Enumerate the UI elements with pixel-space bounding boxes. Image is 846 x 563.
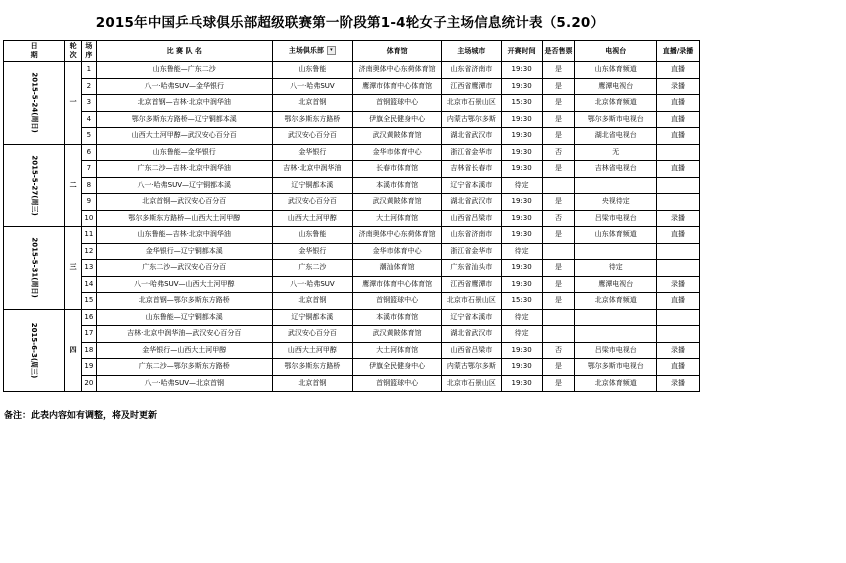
teams-cell[interactable]: 金华银行—山西大土河甲醇 (96, 342, 272, 359)
teams-cell[interactable]: 山西大土河甲醇—武汉安心百分百 (96, 128, 272, 145)
teams-cell[interactable]: 金华银行—辽宁铜都本溪 (96, 243, 272, 260)
teams-cell[interactable]: 八一·哈弗SUV—北京首钢 (96, 375, 272, 392)
date-value: 2015-6-3 (30, 322, 39, 358)
city-cell[interactable]: 吉林省长春市 (442, 161, 501, 178)
broadcast-cell[interactable]: 录播 (656, 342, 699, 359)
date-cell[interactable] (4, 62, 65, 145)
match-no-cell[interactable]: 5 (81, 128, 96, 145)
tv-cell[interactable]: 鄂尔多斯市电视台 (575, 111, 657, 128)
tv-cell[interactable] (575, 177, 657, 194)
broadcast-cell[interactable] (656, 194, 699, 211)
teams-cell[interactable]: 吉林·北京中润华油—武汉安心百分百 (96, 326, 272, 343)
match-no-cell[interactable]: 14 (81, 276, 96, 293)
table-row (4, 293, 700, 310)
ticket-cell[interactable]: 是 (542, 227, 575, 244)
home-club-cell[interactable]: 山东鲁能 (272, 227, 352, 244)
weekday-value: (周日) (30, 277, 39, 298)
home-club-cell[interactable]: 金华银行 (272, 243, 352, 260)
venue-cell[interactable]: 济南奥体中心东荷体育馆 (353, 62, 442, 79)
tv-cell[interactable]: 央视待定 (575, 194, 657, 211)
city-cell[interactable]: 湖北省武汉市 (442, 194, 501, 211)
ticket-cell[interactable]: 否 (542, 210, 575, 227)
header-home-club[interactable]: 主场俱乐部 ▾ (272, 41, 352, 62)
broadcast-cell[interactable] (656, 144, 699, 161)
match-no-cell[interactable]: 9 (81, 194, 96, 211)
table-row (4, 276, 700, 293)
table-row (4, 243, 700, 260)
city-cell[interactable]: 内蒙古鄂尔多斯 (442, 359, 501, 376)
venue-cell[interactable]: 鹰潭市体育中心体育馆 (353, 78, 442, 95)
city-cell[interactable]: 湖北省武汉市 (442, 326, 501, 343)
teams-cell[interactable]: 北京首钢—武汉安心百分百 (96, 194, 272, 211)
match-no-cell[interactable]: 1 (81, 62, 96, 79)
city-cell[interactable]: 浙江省金华市 (442, 144, 501, 161)
city-cell[interactable]: 北京市石景山区 (442, 375, 501, 392)
venue-cell[interactable]: 首钢篮球中心 (353, 375, 442, 392)
ticket-cell[interactable]: 是 (542, 194, 575, 211)
broadcast-cell[interactable] (656, 309, 699, 326)
schedule-table (3, 40, 700, 392)
teams-cell[interactable]: 八一·哈弗SUV—山西大土河甲醇 (96, 276, 272, 293)
tv-cell[interactable]: 北京体育频道 (575, 375, 657, 392)
teams-cell[interactable]: 八一·哈弗SUV—金华银行 (96, 78, 272, 95)
time-cell[interactable]: 19:30 (501, 144, 542, 161)
ticket-cell[interactable] (542, 177, 575, 194)
city-cell[interactable]: 浙江省金华市 (442, 243, 501, 260)
city-cell[interactable]: 江西省鹰潭市 (442, 276, 501, 293)
header-row (4, 41, 700, 62)
date-value: 2015-5-31 (30, 237, 39, 278)
date-cell[interactable] (4, 309, 65, 392)
tv-cell[interactable]: 吕梁市电视台 (575, 210, 657, 227)
time-cell[interactable]: 19:30 (501, 78, 542, 95)
header-broadcast: 直播/录播 (656, 41, 699, 62)
home-club-cell[interactable]: 鄂尔多斯东方路桥 (272, 111, 352, 128)
header-city: 主场城市 (442, 41, 501, 62)
teams-cell[interactable]: 北京首钢—吉林·北京中润华油 (96, 95, 272, 112)
ticket-cell[interactable]: 是 (542, 260, 575, 277)
venue-cell[interactable]: 金华市体育中心 (353, 144, 442, 161)
match-no-cell[interactable]: 2 (81, 78, 96, 95)
time-cell[interactable]: 19:30 (501, 276, 542, 293)
match-no-cell[interactable]: 20 (81, 375, 96, 392)
home-club-cell[interactable]: 北京首钢 (272, 375, 352, 392)
table-row (4, 95, 700, 112)
teams-cell[interactable]: 北京首钢—鄂尔多斯东方路桥 (96, 293, 272, 310)
tv-cell[interactable]: 待定 (575, 260, 657, 277)
time-cell[interactable]: 15:30 (501, 95, 542, 112)
time-cell[interactable]: 19:30 (501, 375, 542, 392)
time-cell[interactable]: 19:30 (501, 128, 542, 145)
table-row (4, 194, 700, 211)
broadcast-cell[interactable] (656, 243, 699, 260)
table-row (4, 359, 700, 376)
table-row (4, 210, 700, 227)
table-body (4, 62, 700, 392)
venue-cell[interactable]: 武汉黄陂体育馆 (353, 128, 442, 145)
time-cell[interactable]: 待定 (501, 243, 542, 260)
broadcast-cell[interactable]: 直播 (656, 111, 699, 128)
round-cell[interactable]: 二 (65, 144, 82, 227)
broadcast-cell[interactable]: 录播 (656, 276, 699, 293)
city-cell[interactable]: 湖北省武汉市 (442, 128, 501, 145)
date-value: 2015-5-24 (30, 72, 39, 113)
venue-cell[interactable]: 伊旗全民健身中心 (353, 359, 442, 376)
weekday-value: (周日) (30, 112, 39, 133)
tv-cell[interactable]: 吉林省电视台 (575, 161, 657, 178)
date-text (30, 73, 39, 133)
broadcast-cell[interactable]: 直播 (656, 62, 699, 79)
city-cell[interactable]: 北京市石景山区 (442, 293, 501, 310)
match-no-cell[interactable]: 18 (81, 342, 96, 359)
date-value: 2015-5-27 (30, 155, 39, 195)
venue-cell[interactable]: 本溪市体育馆 (353, 309, 442, 326)
home-club-cell[interactable]: 山东鲁能 (272, 62, 352, 79)
tv-cell[interactable]: 湖北省电视台 (575, 128, 657, 145)
time-cell[interactable]: 19:30 (501, 62, 542, 79)
weekday-value: (周三) (30, 357, 39, 378)
match-no-cell[interactable]: 3 (81, 95, 96, 112)
home-club-cell[interactable]: 山西大土河甲醇 (272, 210, 352, 227)
teams-cell[interactable]: 鄂尔多斯东方路桥—山西大土河甲醇 (96, 210, 272, 227)
home-club-cell[interactable]: 八一·哈弗SUV (272, 276, 352, 293)
ticket-cell[interactable]: 是 (542, 95, 575, 112)
broadcast-cell[interactable]: 直播 (656, 293, 699, 310)
ticket-cell[interactable]: 是 (542, 78, 575, 95)
home-club-cell[interactable]: 金华银行 (272, 144, 352, 161)
tv-cell[interactable]: 山东体育频道 (575, 62, 657, 79)
ticket-cell[interactable]: 否 (542, 342, 575, 359)
venue-cell[interactable]: 大土河体育馆 (353, 342, 442, 359)
match-no-cell[interactable]: 11 (81, 227, 96, 244)
city-cell[interactable]: 山东省济南市 (442, 62, 501, 79)
city-cell[interactable]: 内蒙古鄂尔多斯 (442, 111, 501, 128)
round-cell[interactable]: 四 (65, 309, 82, 392)
city-cell[interactable]: 北京市石景山区 (442, 95, 501, 112)
ticket-cell[interactable] (542, 326, 575, 343)
header-time: 开赛时间 (501, 41, 542, 62)
filter-dropdown-icon[interactable]: ▾ (327, 46, 336, 55)
match-no-cell[interactable]: 15 (81, 293, 96, 310)
home-club-cell[interactable]: 吉林·北京中润华油 (272, 161, 352, 178)
venue-cell[interactable]: 首钢篮球中心 (353, 293, 442, 310)
table-row (4, 326, 700, 343)
broadcast-cell[interactable] (656, 177, 699, 194)
header-match-no: 场序 (81, 41, 96, 62)
match-no-cell[interactable]: 17 (81, 326, 96, 343)
broadcast-cell[interactable]: 直播 (656, 161, 699, 178)
home-club-cell[interactable]: 武汉安心百分百 (272, 326, 352, 343)
table-row (4, 375, 700, 392)
match-no-cell[interactable]: 8 (81, 177, 96, 194)
venue-cell[interactable]: 鹰潭市体育中心体育馆 (353, 276, 442, 293)
venue-cell[interactable]: 长春市体育馆 (353, 161, 442, 178)
broadcast-cell[interactable]: 录播 (656, 78, 699, 95)
time-cell[interactable]: 19:30 (501, 111, 542, 128)
teams-cell[interactable]: 鄂尔多斯东方路桥—辽宁铜都本溪 (96, 111, 272, 128)
time-cell[interactable]: 19:30 (501, 260, 542, 277)
header-ticket: 是否售票 (542, 41, 575, 62)
home-club-cell[interactable]: 山西大土河甲醇 (272, 342, 352, 359)
city-cell[interactable]: 江西省鹰潭市 (442, 78, 501, 95)
match-no-cell[interactable]: 12 (81, 243, 96, 260)
header-round: 轮次 (65, 41, 82, 62)
match-no-cell[interactable]: 16 (81, 309, 96, 326)
teams-cell[interactable]: 山东鲁能—广东二沙 (96, 62, 272, 79)
venue-cell[interactable]: 首钢篮球中心 (353, 95, 442, 112)
teams-cell[interactable]: 山东鲁能—吉林·北京中润华油 (96, 227, 272, 244)
home-club-cell[interactable]: 北京首钢 (272, 95, 352, 112)
venue-cell[interactable]: 武汉黄陂体育馆 (353, 194, 442, 211)
header-teams: 比 赛 队 名 (96, 41, 272, 62)
table-row (4, 111, 700, 128)
ticket-cell[interactable]: 是 (542, 359, 575, 376)
time-cell[interactable]: 15:30 (501, 293, 542, 310)
home-club-cell[interactable]: 辽宁铜都本溪 (272, 309, 352, 326)
time-cell[interactable]: 19:30 (501, 194, 542, 211)
match-no-cell[interactable]: 4 (81, 111, 96, 128)
time-cell[interactable]: 19:30 (501, 359, 542, 376)
time-cell[interactable]: 待定 (501, 177, 542, 194)
home-club-cell[interactable]: 广东二沙 (272, 260, 352, 277)
venue-cell[interactable]: 济南奥体中心东荷体育馆 (353, 227, 442, 244)
match-no-cell[interactable]: 13 (81, 260, 96, 277)
venue-cell[interactable]: 潮汕体育馆 (353, 260, 442, 277)
sheet-title: 2015年中国乒乓球俱乐部超级联赛第一阶段第1-4轮女子主场信息统计表（5.20） (95, 15, 605, 31)
tv-cell[interactable]: 鹰潭电视台 (575, 276, 657, 293)
broadcast-cell[interactable] (656, 326, 699, 343)
ticket-cell[interactable] (542, 243, 575, 260)
tv-cell[interactable]: 鹰潭电视台 (575, 78, 657, 95)
time-cell[interactable]: 待定 (501, 309, 542, 326)
city-cell[interactable]: 辽宁省本溪市 (442, 309, 501, 326)
teams-cell[interactable]: 八一·哈弗SUV—辽宁铜都本溪 (96, 177, 272, 194)
time-cell[interactable]: 19:30 (501, 227, 542, 244)
tv-cell[interactable]: 北京体育频道 (575, 95, 657, 112)
venue-cell[interactable]: 伊旗全民健身中心 (353, 111, 442, 128)
broadcast-cell[interactable]: 直播 (656, 128, 699, 145)
home-club-cell[interactable]: 八一·哈弗SUV (272, 78, 352, 95)
tv-cell[interactable]: 吕梁市电视台 (575, 342, 657, 359)
teams-cell[interactable]: 广东二沙—吉林·北京中润华油 (96, 161, 272, 178)
venue-cell[interactable]: 本溪市体育馆 (353, 177, 442, 194)
broadcast-cell[interactable] (656, 260, 699, 277)
ticket-cell[interactable]: 否 (542, 144, 575, 161)
ticket-cell[interactable]: 是 (542, 111, 575, 128)
header-tv: 电视台 (575, 41, 657, 62)
home-club-cell[interactable]: 辽宁铜都本溪 (272, 177, 352, 194)
ticket-cell[interactable]: 是 (542, 128, 575, 145)
broadcast-cell[interactable]: 直播 (656, 359, 699, 376)
venue-cell[interactable]: 金华市体育中心 (353, 243, 442, 260)
tv-cell[interactable]: 无 (575, 144, 657, 161)
city-cell[interactable]: 辽宁省本溪市 (442, 177, 501, 194)
table-row (4, 144, 700, 161)
city-cell[interactable]: 广东省汕头市 (442, 260, 501, 277)
table-row (4, 227, 700, 244)
broadcast-cell[interactable]: 直播 (656, 95, 699, 112)
time-cell[interactable]: 待定 (501, 326, 542, 343)
table-row (4, 128, 700, 145)
teams-cell[interactable]: 山东鲁能—金华银行 (96, 144, 272, 161)
home-club-cell[interactable]: 武汉安心百分百 (272, 194, 352, 211)
tv-cell[interactable] (575, 326, 657, 343)
broadcast-cell[interactable]: 直播 (656, 227, 699, 244)
ticket-cell[interactable]: 是 (542, 161, 575, 178)
table-row (4, 161, 700, 178)
ticket-cell[interactable]: 是 (542, 276, 575, 293)
home-club-cell[interactable]: 鄂尔多斯东方路桥 (272, 359, 352, 376)
teams-cell[interactable]: 广东二沙—鄂尔多斯东方路桥 (96, 359, 272, 376)
table-row (4, 309, 700, 326)
teams-cell[interactable]: 广东二沙—武汉安心百分百 (96, 260, 272, 277)
city-cell[interactable]: 山西省吕梁市 (442, 210, 501, 227)
date-cell[interactable] (4, 144, 65, 227)
teams-cell[interactable]: 山东鲁能—辽宁铜都本溪 (96, 309, 272, 326)
table-row (4, 342, 700, 359)
date-text (30, 238, 39, 298)
tv-cell[interactable]: 北京体育频道 (575, 293, 657, 310)
table-row (4, 62, 700, 79)
ticket-cell[interactable] (542, 309, 575, 326)
table-row (4, 78, 700, 95)
time-cell[interactable]: 19:30 (501, 161, 542, 178)
tv-cell[interactable] (575, 309, 657, 326)
home-club-cell[interactable]: 武汉安心百分百 (272, 128, 352, 145)
broadcast-cell[interactable]: 录播 (656, 210, 699, 227)
time-cell[interactable]: 19:30 (501, 210, 542, 227)
city-cell[interactable]: 山西省吕梁市 (442, 342, 501, 359)
tv-cell[interactable]: 鄂尔多斯市电视台 (575, 359, 657, 376)
city-cell[interactable]: 山东省济南市 (442, 227, 501, 244)
match-no-cell[interactable]: 6 (81, 144, 96, 161)
broadcast-cell[interactable]: 录播 (656, 375, 699, 392)
match-no-cell[interactable]: 19 (81, 359, 96, 376)
ticket-cell[interactable]: 是 (542, 375, 575, 392)
venue-cell[interactable]: 大土河体育馆 (353, 210, 442, 227)
header-venue: 体育馆 (353, 41, 442, 62)
tv-cell[interactable] (575, 243, 657, 260)
table-row (4, 177, 700, 194)
time-cell[interactable]: 19:30 (501, 342, 542, 359)
venue-cell[interactable]: 武汉黄陂体育馆 (353, 326, 442, 343)
ticket-cell[interactable]: 是 (542, 293, 575, 310)
table-row (4, 260, 700, 277)
date-text (30, 155, 39, 215)
footnote: 备注：此表内容如有调整，将及时更新 (4, 411, 158, 421)
round-cell[interactable]: 三 (65, 227, 82, 310)
home-club-cell[interactable]: 北京首钢 (272, 293, 352, 310)
match-no-cell[interactable]: 7 (81, 161, 96, 178)
ticket-cell[interactable]: 是 (542, 62, 575, 79)
weekday-value: (周三) (30, 195, 39, 216)
match-no-cell[interactable]: 10 (81, 210, 96, 227)
tv-cell[interactable]: 山东体育频道 (575, 227, 657, 244)
round-cell[interactable]: 一 (65, 62, 82, 145)
date-text (30, 323, 39, 378)
header-date: 日期 (4, 41, 65, 62)
date-cell[interactable] (4, 227, 65, 310)
